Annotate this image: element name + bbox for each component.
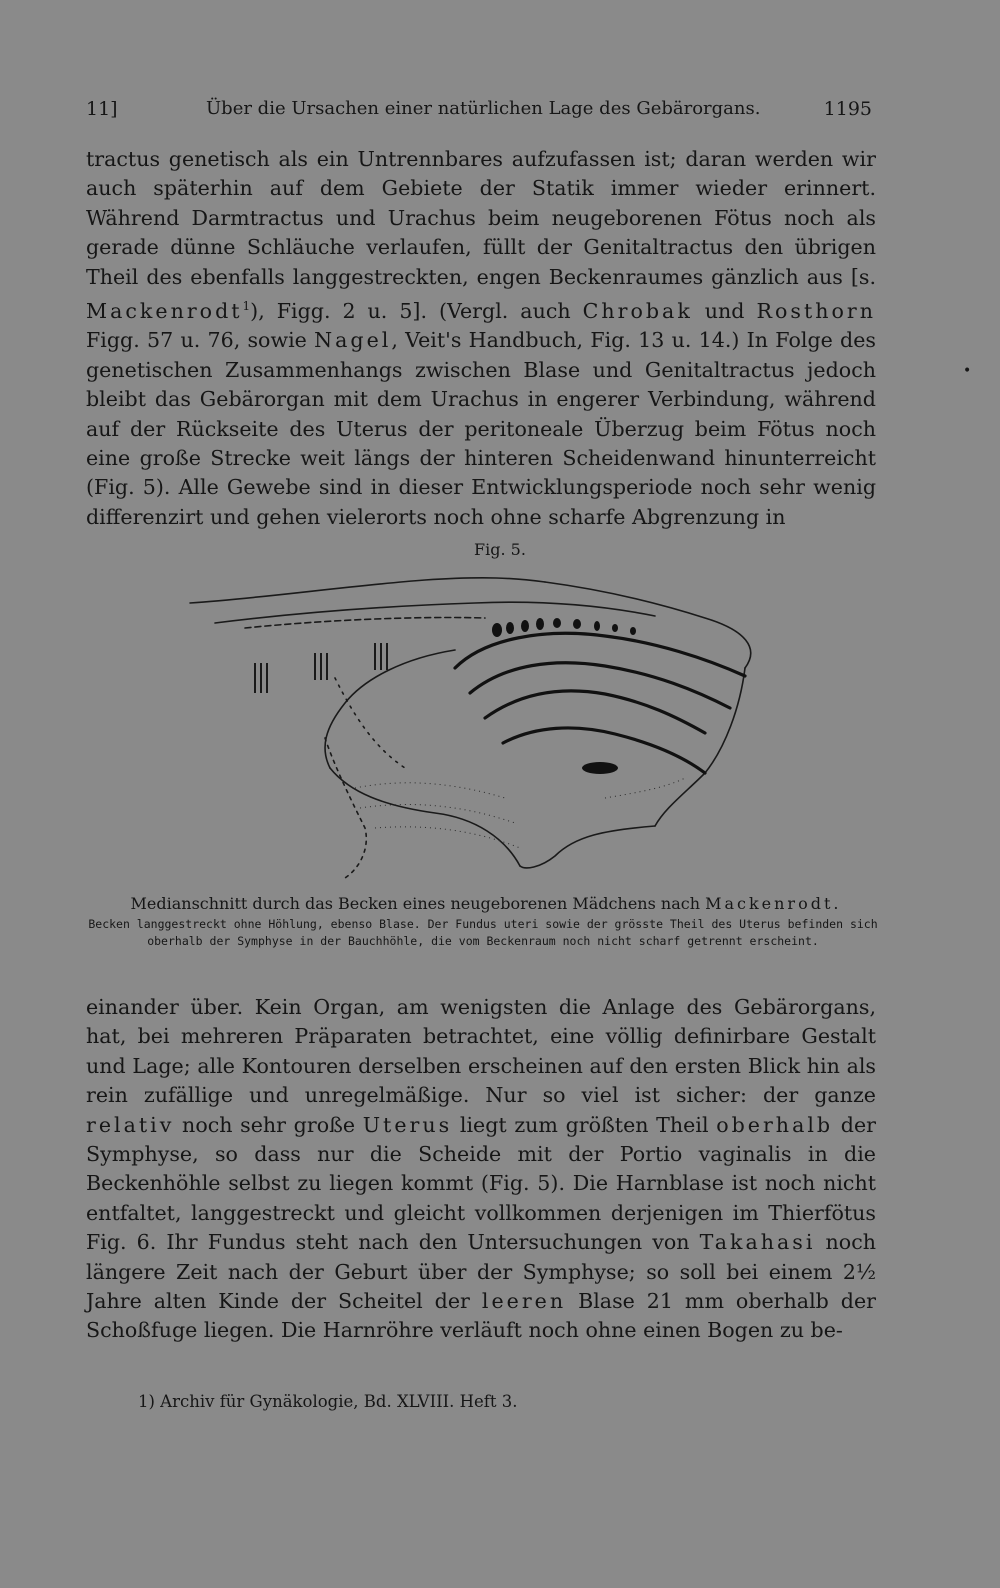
paragraph-2 [86,993,876,1346]
anatomical-drawing [185,568,815,883]
emphasis-relativ: relativ [86,1112,175,1137]
emphasis-oberhalb: oberhalb [716,1112,834,1137]
paragraph-1 [86,145,876,532]
paragraph-1-text-b: ), Figg. 2 u. 5]. (Vergl. auch [250,298,583,323]
paragraph-1-text-a: tractus genetisch als ein Untrennbares aufzufassen ist; daran werden wir auch späterhin auf dem Gebiete der Statik immer wieder erinnert. Während Darmtractus und Urachus beim neugeborenen Fötus noch als gerade dünne Schläuche verlaufen, füllt der Genitaltractus den übrigen Theil des ebenfalls langgestreckten, engen Beckenraumes gänzlich aus [s. [86,147,876,289]
figure-caption-detail: Becken langgestreckt ohne Höhlung, ebenso Blase. Der Fundus uteri sowie der grösste Theil des Uterus befinden sich oberhalb der Symphyse in der Bauchhöhle, die vom Beckenraum noch nicht scharf getrennt erscheint. [88,917,878,948]
section-number: 11] [86,98,118,120]
figure-caption [96,894,876,913]
paragraph-1-text-e: , Veit's Handbuch, Fig. 13 u. 14.) In Folge des genetischen Zusammenhangs zwischen Blase und Genitaltractus jedoch bleibt das Gebärorgan mit dem Urachus in engerer Verbindung, während auf der Rückseite des Uterus der peritoneale Überzug beim Fötus noch eine große Strecke weit längs der hinteren Scheidenwand hinunterreicht (Fig. 5). Alle Gewebe sind in dieser Entwicklungsperiode noch sehr wenig differenzirt und gehen vielerorts noch ohne scharfe Abgrenzung in [86,328,876,529]
paragraph-1-text-c: und [692,298,757,323]
paragraph-2-text-c: liegt zum größten Theil [452,1112,717,1137]
caption-author: Mackenrodt. [705,894,842,913]
figure-label: Fig. 5. [474,540,526,559]
page-header [86,98,876,128]
emphasis-leeren: leeren [481,1289,567,1314]
page-number: 1195 [823,98,872,120]
author-rosthorn: Rosthorn [756,298,876,323]
paragraph-2-text-e: noch längere Zeit nach der Geburt über der Symphyse; so soll bei einem 2½ Jahre alten Kinde der Scheitel der [86,1230,876,1314]
paragraph-1-text-d: Figg. 57 u. 76, sowie [86,328,315,353]
footnote-ref: 1 [242,299,251,314]
figure-median-section [185,568,815,883]
running-title: Über die Ursachen einer natürlichen Lage des Gebärorgans. [206,98,761,119]
author-mackenrodt: Mackenrodt [86,298,243,323]
footnote: 1) Archiv für Gynäkologie, Bd. XLVIII. Heft 3. [138,1392,518,1411]
paragraph-2-text-f: Blase 21 mm oberhalb der Schoßfuge liegen. Die Harnröhre verläuft noch ohne einen Bogen zu be- [86,1289,876,1343]
margin-mark: • [963,363,972,379]
hatched-vertebrae [255,643,387,693]
paragraph-2-text-b: noch sehr große [174,1112,363,1137]
paragraph-2-text-d: der Symphyse, so dass nur die Scheide mit der Portio vaginalis in die Beckenhöhle selbst zu liegen kommt (Fig. 5). Die Harnblase ist noch nicht entfaltet, langgestreckt und gleicht vollkommen derjenigen im Thierfötus Fig. 6. Ihr Fundus steht nach den Untersuchungen von [86,1112,876,1255]
author-chrobak: Chrobak [582,298,693,323]
author-nagel: Nagel [314,328,392,353]
caption-text: Medianschnitt durch das Becken eines neugeborenen Mädchens nach [130,894,706,913]
emphasis-uterus: Uterus [362,1112,453,1137]
paragraph-2-text-a: einander über. Kein Organ, am wenigsten die Anlage des Gebärorgans, hat, bei mehreren Präparaten betrachtet, eine völlig definirbare Gestalt und Lage; alle Kontouren derselben erscheinen auf den ersten Blick hin als rein zufällige und unregelmäßige. Nur so viel ist sicher: der ganze [86,995,876,1108]
stipple-texture [355,778,685,848]
author-takahasi: Takahasi [699,1230,816,1255]
